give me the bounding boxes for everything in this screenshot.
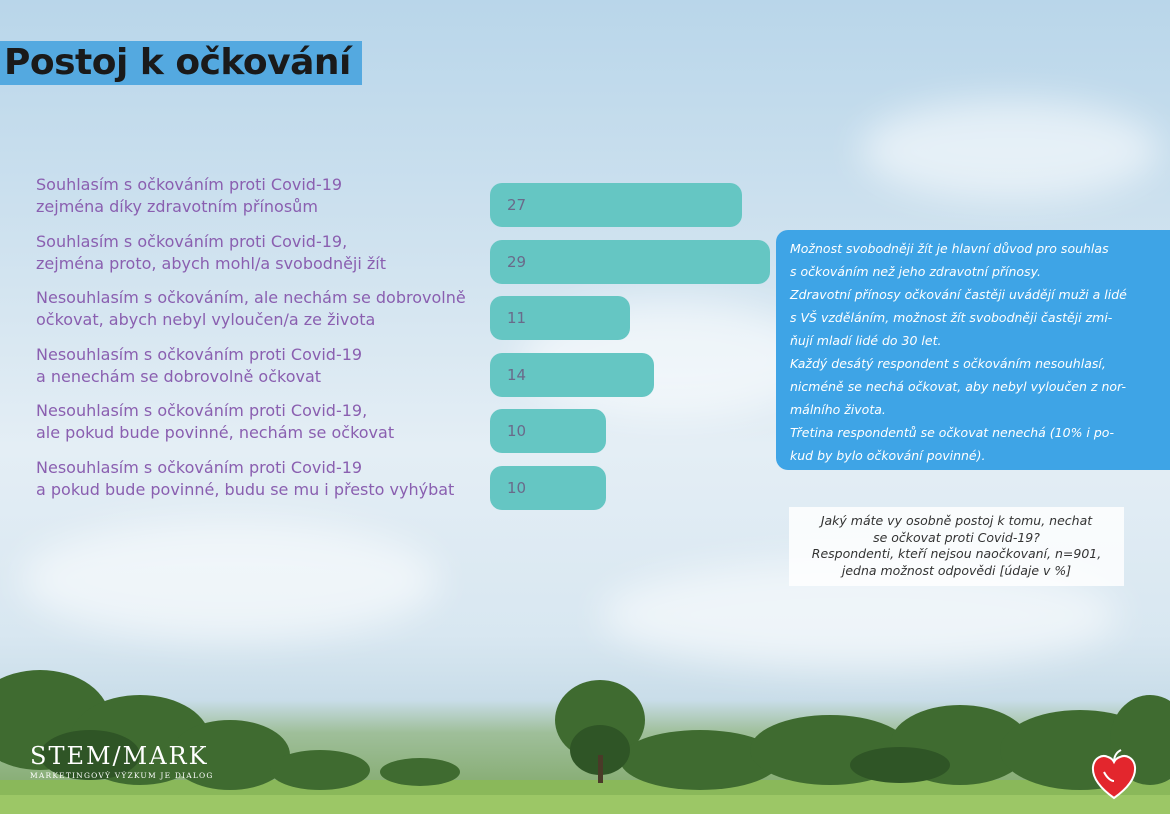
category-label-line: Nesouhlasím s očkováním proti Covid-19 [36, 345, 363, 364]
category-label [36, 287, 486, 331]
bar [490, 240, 770, 284]
note-line: se očkovat proti Covid-19? [873, 529, 1040, 545]
category-label-line: Nesouhlasím s očkováním proti Covid-19, [36, 401, 368, 420]
info-line: málního života. [790, 402, 886, 417]
info-line: s očkováním než jeho zdravotní přínosy. [790, 264, 1041, 279]
category-label [36, 231, 486, 275]
info-line: s VŠ vzděláním, možnost žít svobodněji častěji zmi- [790, 310, 1113, 325]
question-note [789, 507, 1124, 586]
info-line: kud by bylo očkování povinné). [790, 448, 986, 463]
page-title: Postoj k očkování [4, 42, 351, 83]
note-line: Respondenti, kteří nejsou naočkovaní, n=901, [811, 546, 1102, 561]
category-label-line: očkovat, abych nebyl vyloučen/a ze života [36, 310, 376, 329]
category-label-line: Nesouhlasím s očkováním proti Covid-19 [36, 458, 363, 477]
bar-value-label: 14 [507, 366, 527, 384]
category-label-line: a pokud bude povinné, budu se mu i přesto vyhýbat [36, 480, 455, 499]
info-line: Možnost svobodněji žít je hlavní důvod pro souhlas [790, 241, 1109, 256]
info-line: Třetina respondentů se očkovat nenechá (10% i po- [790, 425, 1114, 440]
info-line: Každý desátý respondent s očkováním nesouhlasí, [790, 356, 1106, 371]
category-label-line: zejména díky zdravotním přínosům [36, 197, 318, 216]
category-label [36, 457, 486, 501]
bar-value-label: 27 [507, 196, 527, 214]
category-label-line: Souhlasím s očkováním proti Covid-19, [36, 232, 348, 251]
bar-value-label: 11 [507, 309, 527, 327]
category-label [36, 400, 486, 444]
bar [490, 183, 742, 227]
info-line: Zdravotní přínosy očkování častěji uvádějí muži a lidé [790, 287, 1127, 302]
info-box [776, 230, 1170, 470]
category-label [36, 174, 486, 218]
bar-value-label: 29 [507, 253, 527, 271]
category-label-line: Nesouhlasím s očkováním, ale nechám se dobrovolně [36, 288, 466, 307]
logo-tagline: MARKETINGOVÝ VÝZKUM JE DIALOG [30, 771, 214, 780]
category-label-line: a nenechám se dobrovolně očkovat [36, 367, 322, 386]
bar-value-label: 10 [507, 479, 527, 497]
info-line: nicméně se nechá očkovat, aby nebyl vyloučen z nor- [790, 379, 1126, 394]
bar-value-label: 10 [507, 422, 527, 440]
cloud [20, 520, 440, 640]
category-label [36, 344, 486, 388]
note-line: Jaký máte vy osobně postoj k tomu, nechat [820, 513, 1093, 528]
category-label-line: zejména proto, abych mohl/a svobodněji žít [36, 254, 387, 273]
stem-mark-logo [30, 742, 230, 792]
info-line: ňují mladí lidé do 30 let. [790, 333, 942, 348]
note-line: jedna možnost odpovědi [údaje v %] [841, 562, 1072, 578]
logo-name: STEM/MARK [30, 742, 209, 770]
category-label-line: Souhlasím s očkováním proti Covid-19 [36, 175, 343, 194]
category-label-line: ale pokud bude povinné, nechám se očkovat [36, 423, 395, 442]
heart-apple-icon [1090, 748, 1138, 800]
cloud [860, 100, 1160, 200]
